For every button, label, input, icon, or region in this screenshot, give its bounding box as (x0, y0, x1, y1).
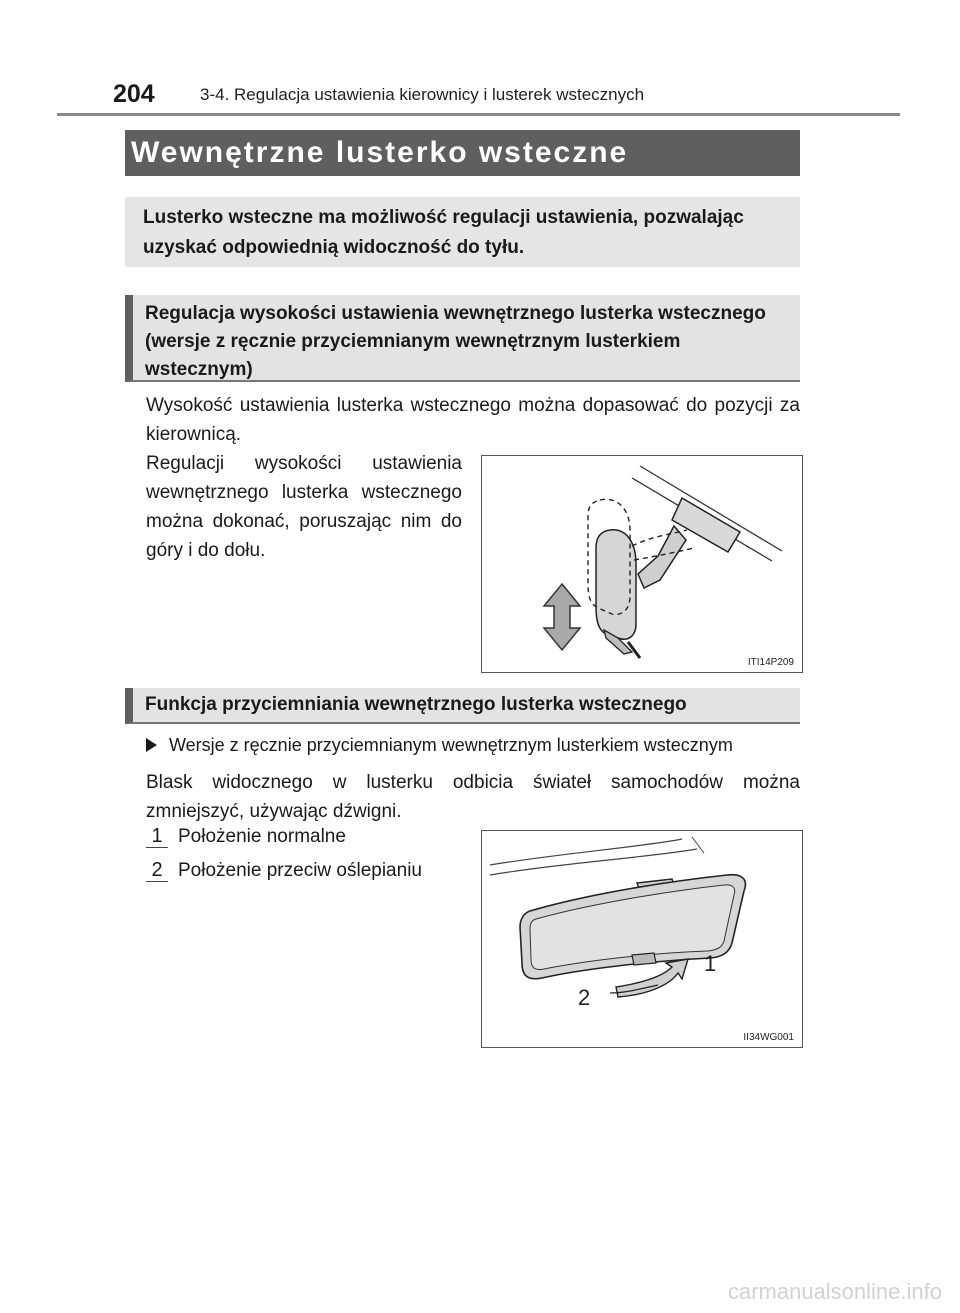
bullet-variant (146, 735, 733, 756)
header-rule (57, 113, 900, 116)
figure-mirror-lever (481, 830, 803, 1048)
legend-label: Położenie przeciw oślepianiu (178, 860, 422, 881)
height-adjust-paragraph: Wysokość ustawienia lusterka wstecznego można dopasować do pozycji za kierownicą. (146, 395, 800, 445)
callout-2: 2 (578, 985, 591, 1010)
watermark: carmanualsonline.info (727, 1279, 942, 1304)
figure-code: ITI14P209 (747, 657, 794, 668)
mirror-lever-illustration (482, 831, 802, 1047)
callout-1: 1 (704, 951, 717, 976)
triangle-bullet-icon (146, 738, 157, 752)
figure-code: II34WG001 (743, 1032, 794, 1043)
page-number: 204 (113, 80, 155, 108)
dimming-paragraph: Blask widocznego w lusterku odbicia świateł samochodów można zmniejszyć, używając dźwigni. (146, 772, 800, 822)
intro-text: Lusterko wsteczne ma możliwość regulacji ustawienia, pozwalając uzyskać odpowiednią widoczność do tyłu. (125, 197, 800, 267)
mirror-height-illustration (482, 456, 802, 672)
figure-mirror-height (481, 455, 803, 673)
height-adjust-instruction: Regulacji wysokości ustawienia wewnętrznego lusterka wstecznego można dokonać, poruszając nim do góry i do dołu. (146, 453, 462, 561)
section-heading-dimming: Funkcja przyciemniania wewnętrznego lusterka wstecznego (125, 688, 800, 724)
page-title: Wewnętrzne lusterko wsteczne (125, 130, 800, 176)
section-heading-height-adjustment: Regulacja wysokości ustawienia wewnętrznego lusterka wstecznego (wersje z ręcznie przyciemnianym wewnętrznym lusterkiem wstecznym) (125, 295, 800, 382)
legend-label: Położenie normalne (178, 826, 346, 847)
legend-item-anti-glare (146, 859, 422, 882)
bullet-text: Wersje z ręcznie przyciemnianym wewnętrznym lusterkiem wstecznym (169, 735, 733, 755)
legend-number: 1 (146, 825, 168, 848)
legend-item-normal (146, 825, 346, 848)
running-head: 3-4. Regulacja ustawienia kierownicy i lusterek wstecznych (200, 85, 645, 104)
legend-number: 2 (146, 859, 168, 882)
